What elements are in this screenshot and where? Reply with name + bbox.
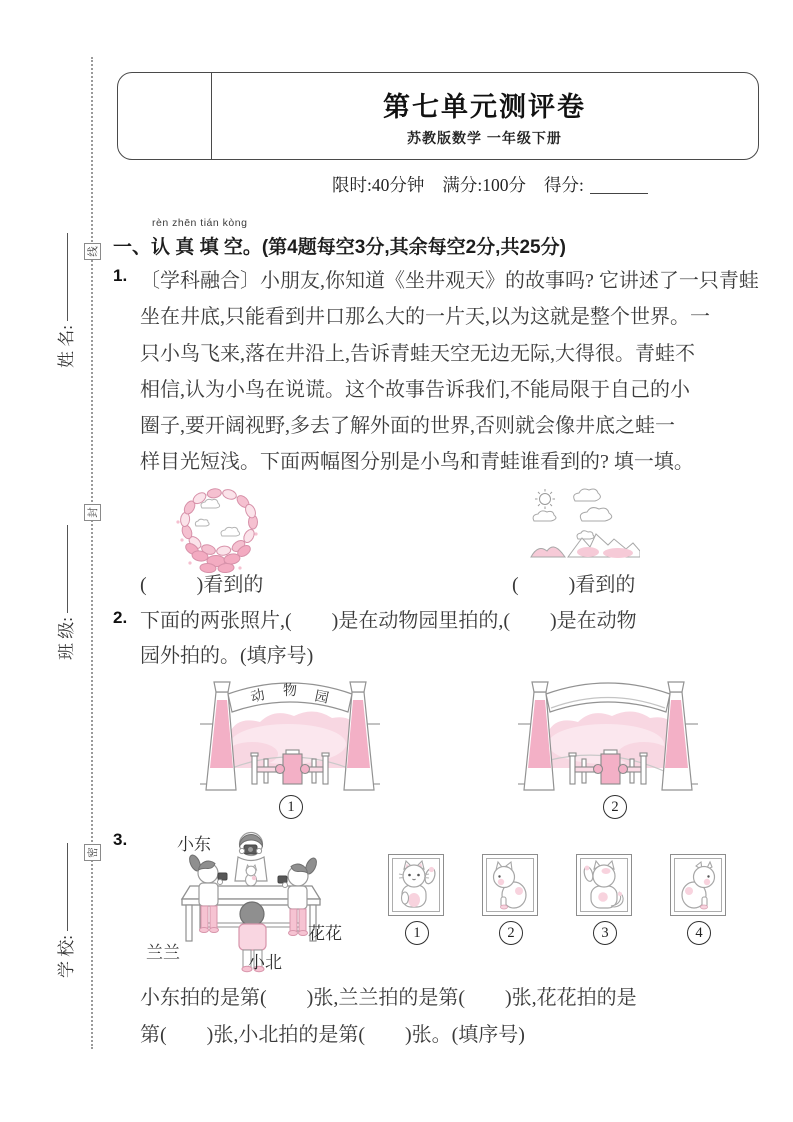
school-field [52,766,74,978]
section-heading [113,217,566,259]
time-limit-label: 限时:40分钟 [332,175,425,195]
photo-label-2: 2 [603,795,627,819]
school-blank-line[interactable] [66,843,68,931]
section-title: 认 真 填 空 [151,237,243,258]
q3-line: 第( )张,小北拍的是第( )张。(填序号) [140,1024,525,1046]
q1-line: 圈子,要开阔视野,多去了解外面的世界,否则就会像井底之蛙一 [140,415,675,438]
name-field [52,156,74,368]
q1-answer-left[interactable]: ( )看到的 [140,574,264,596]
q2-text [140,604,637,674]
q2-line: 下面的两张照片,( )是在动物园里拍的,( )是在动物 [140,610,637,632]
photo-label-1: 1 [279,795,303,819]
q2-number: 2. [113,608,128,627]
seal-char-secret: 密 [84,844,101,861]
name-blank-line[interactable] [66,233,68,321]
zoo-sign-char: 物 [283,684,297,699]
q1-line: 〔学科融合〕小朋友,你知道《坐井观天》的故事吗? 它讲述了一只青蛙 [140,270,759,292]
cat-photo-left-side [482,854,538,916]
q1-line: 相信,认为小鸟在说谎。这个故事告诉我们,不能局限于自己的小 [140,378,690,401]
kid-name-left: 兰兰 [146,943,180,962]
sky-view-image [530,487,640,564]
page-subtitle: 苏教版数学 一年级下册 [407,129,562,146]
school-field-label: 学 校: [57,935,76,978]
photo-scene-image [138,820,366,978]
frame-label-2: 2 [499,921,523,945]
section-pinyin: rèn zhēn tián kòng [152,217,248,229]
q1-text [140,263,759,481]
exam-info-row [332,172,648,197]
q1-answer-right[interactable]: ( )看到的 [512,574,636,596]
seal-char-line: 线 [84,243,101,260]
q3-line: 小东拍的是第( )张,兰兰拍的是第( )张,花花拍的是 [140,987,637,1009]
class-blank-line[interactable] [66,525,68,613]
section-suffix: 。(第4题每空3分,其余每空2分,共25分) [242,237,566,258]
cat-photo-front [388,854,444,916]
q1-number: 1. [113,266,128,285]
score-blank-line[interactable] [590,192,648,194]
cat-photo-back [576,854,632,916]
q1-line: 样目光短浅。下面两幅图分别是小鸟和青蛙谁看到的? 填一填。 [140,451,694,474]
kid-name-top: 小东 [177,835,211,854]
page-title: 第七单元测评卷 [383,91,586,122]
q3-number: 3. [113,830,128,849]
binding-dotted-line [91,57,93,1049]
name-field-label: 姓 名: [57,325,76,368]
frame-label-4: 4 [687,921,711,945]
frame-label-3: 3 [593,921,617,945]
q1-line: 只小鸟飞来,落在井沿上,告诉青蛙天空无边无际,大得很。青蛙不 [140,342,695,365]
title-box [117,72,759,160]
zoo-sign-char: 园 [313,689,330,707]
frame-label-1: 1 [405,921,429,945]
q1-line: 坐在井底,只能看到井口那么大的一片天,以为这就是整个世界。一 [140,306,710,329]
well-view-image [170,482,268,579]
zoo-gate-back-image [518,672,698,799]
kid-name-bottom: 小北 [248,953,282,972]
q2-line: 园外拍的。(填序号) [140,645,314,667]
zoo-gate-front-image [200,672,380,799]
zoo-sign-char: 动 [249,687,267,706]
full-score-label: 满分:100分 [442,175,526,195]
kid-name-right: 花花 [308,924,342,943]
q3-text [140,980,637,1054]
class-field [52,448,74,660]
section-prefix: 一、 [113,237,152,258]
score-label: 得分: [544,175,584,195]
class-field-label: 班 级: [57,617,76,660]
cat-photo-right-side [670,854,726,916]
seal-char-seal: 封 [84,504,101,521]
